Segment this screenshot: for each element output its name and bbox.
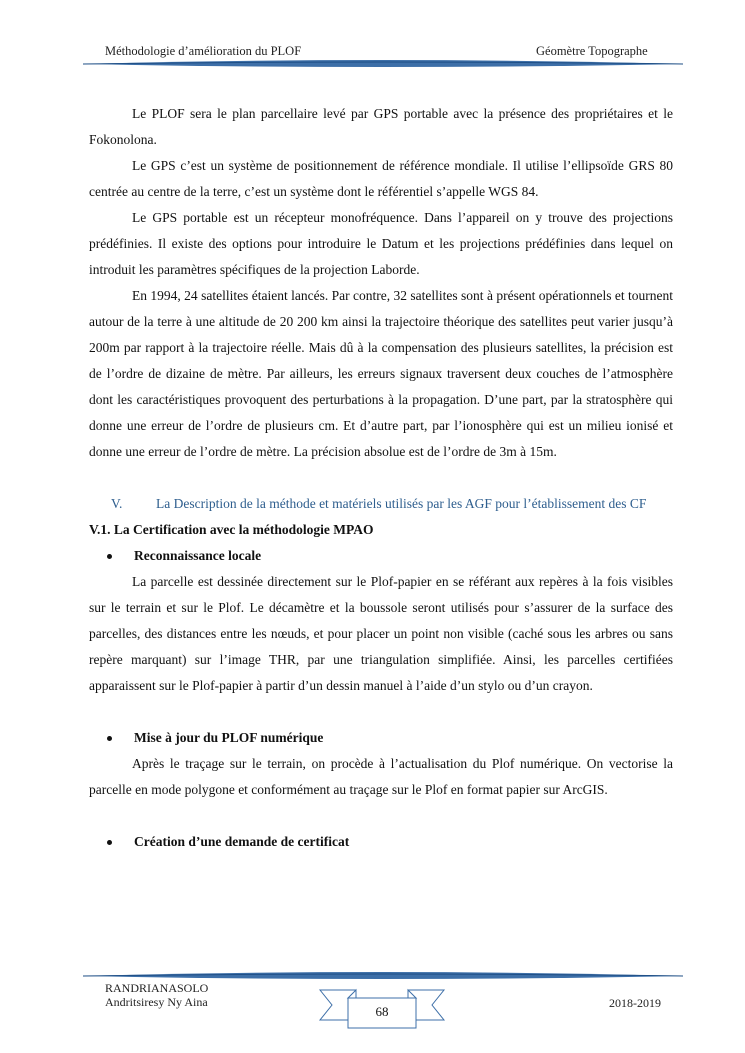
paragraph-mise-a-jour: Après le traçage sur le terrain, on procède à l’actualisation du Plof numérique. On vectorise la parcelle en mode polygone et conformément au traçage sur le Plof en format papier sur ArcGIS.	[89, 756, 673, 797]
bullet-icon	[89, 829, 134, 855]
bullet-label: Création d’une demande de certificat	[134, 834, 350, 849]
bullet-item	[89, 829, 673, 855]
bullet-icon	[89, 725, 134, 751]
page-content	[89, 101, 673, 855]
author-line-1: RANDRIANASOLO	[105, 981, 209, 995]
footer-author	[105, 981, 208, 1009]
paragraph-gps-system: Le GPS c’est un système de positionnement de référence mondiale. Il utilise l’ellipsoïde GRS 80 centrée au centre de la terre, c’est un système dont le référentiel s’appelle WGS 84.	[89, 158, 673, 199]
bullet-icon	[89, 543, 134, 569]
section-title: La Description de la méthode et matériels utilisés par les AGF pour l’établissement des CF	[156, 496, 647, 511]
bullet-label: Reconnaissance locale	[134, 548, 262, 563]
page-number: 68	[375, 1004, 389, 1019]
footer-year: 2018-2019	[609, 996, 661, 1010]
section-number: V.	[111, 496, 123, 511]
header-left-title: Méthodologie d’amélioration du PLOF	[105, 44, 302, 58]
section-heading	[89, 491, 673, 517]
bullet-item	[89, 543, 673, 569]
bullet-item	[89, 725, 673, 751]
bullet-label: Mise à jour du PLOF numérique	[134, 730, 324, 745]
paragraph-gps-portable: Le GPS portable est un récepteur monofréquence. Dans l’appareil on y trouve des projections prédéfinies. Il existe des options pour introduire le Datum et les projections prédéfinies dans lequel on introduit les paramètres spécifiques de la projection Laborde.	[89, 210, 673, 277]
paragraph-reconnaissance: La parcelle est dessinée directement sur le Plof-papier en se référant aux repères à la fois visibles sur le terrain et sur le Plof. Le décamètre et la boussole seront utilisés pour s’assurer de la surface des parcelles, des distances entre les nœuds, et pour placer un point non visible (caché sous les arbres ou sans repère marquant) sur l’image THR, par une triangulation simplifiée. Ainsi, les parcelles certifiées apparaissent sur le Plof-papier à partir d’un dessin manuel à l’aide d’un stylo ou d’un crayon.	[89, 574, 673, 693]
paragraph-satellites: En 1994, 24 satellites étaient lancés. Par contre, 32 satellites sont à présent opérationnels et tournent autour de la terre à une altitude de 20 200 km ainsi la trajectoire théorique des satellites peut varier jusqu’à 200m par rapport à la trajectoire réelle. Mais dû à la compensation des plusieurs satellites, la précision est de l’ordre de dizaine de mètre. Par ailleurs, les erreurs signaux traversent deux couches de l’atmosphère dont les caractéristiques provoquent des perturbations à la propagation. D’une part, par la stratosphère qui donne une erreur de l’ordre de plusieurs cm. Et d’autre part, par l’ionosphère qui est un milieu ionisé et donne une erreur de l’ordre de mètre. La précision absolue est de l’ordre de 3m à 15m.	[89, 288, 673, 459]
author-line-2: Andritsiresy Ny Aina	[105, 995, 208, 1009]
header-rule	[83, 58, 683, 70]
subsection-heading: V.1. La Certification avec la méthodologie MPAO	[89, 522, 374, 537]
header-right-title: Géomètre Topographe	[536, 44, 648, 58]
paragraph-plof: Le PLOF sera le plan parcellaire levé par GPS portable avec la présence des propriétaires et le Fokonolona.	[89, 106, 673, 147]
